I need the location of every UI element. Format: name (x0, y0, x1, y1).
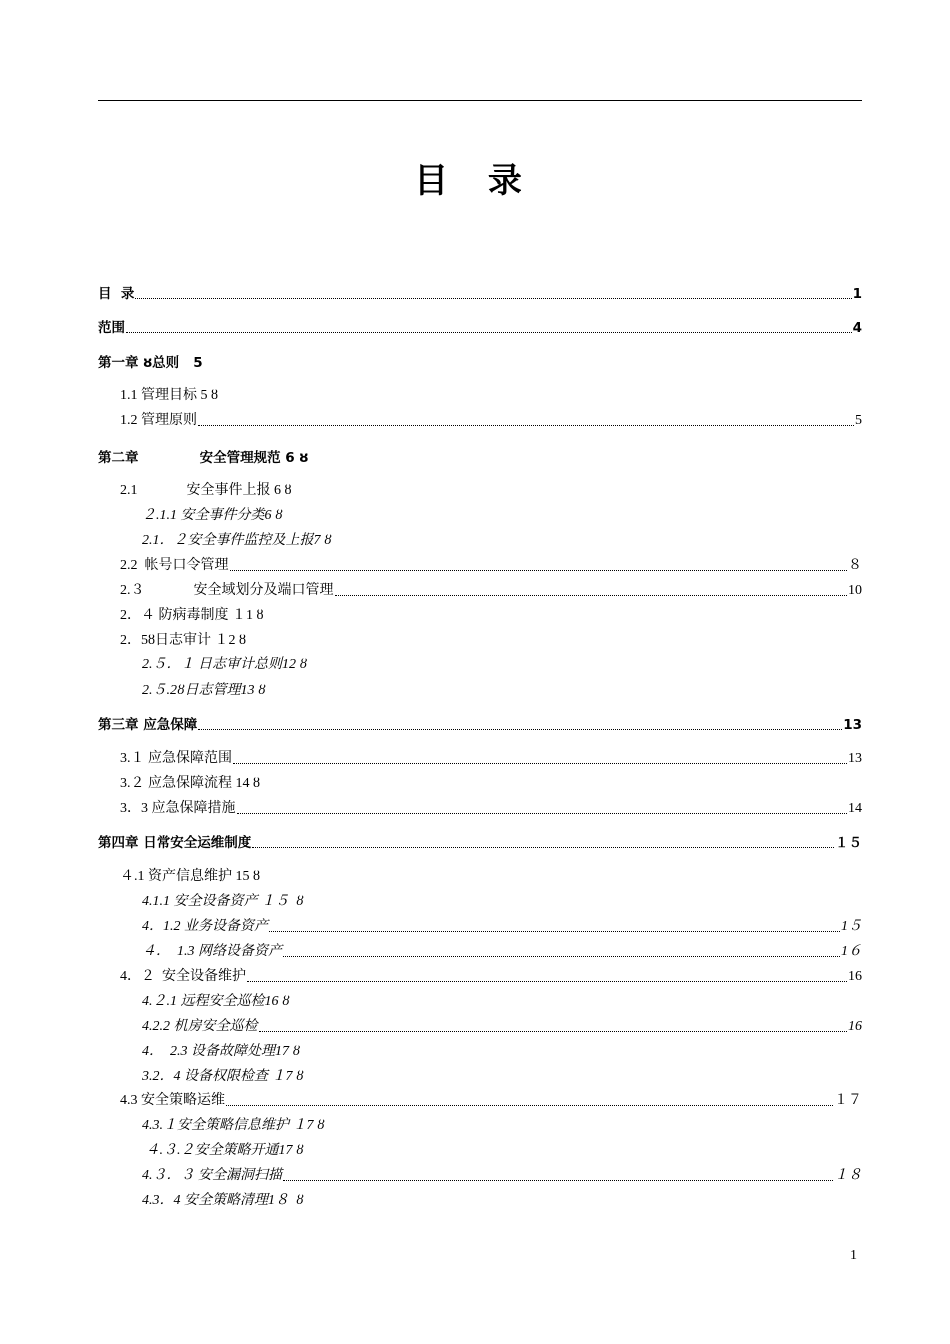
toc-entry[interactable] (98, 917, 862, 937)
toc-entry-page: 13 (843, 717, 862, 733)
toc-entry[interactable] (98, 631, 862, 651)
toc-dot-leader (247, 981, 847, 982)
toc-entry[interactable] (98, 581, 862, 601)
toc-entry-label: 4．1.2 业务设备资产 (142, 919, 268, 934)
toc-entry-page: 16 (848, 1019, 862, 1034)
toc-entry[interactable] (98, 1166, 862, 1186)
toc-entry[interactable] (98, 867, 862, 887)
toc-dot-leader (283, 1180, 833, 1181)
toc-entry[interactable] (98, 892, 862, 912)
toc-entry-label: 4.3 安全策略运维 (120, 1093, 225, 1108)
toc-entry[interactable] (98, 353, 862, 373)
toc-entry-label: 第四章 日常安全运维制度 (98, 835, 252, 851)
toc-dot-leader (237, 813, 848, 814)
toc-entry-label: 4．２ 安全设备维护 (120, 969, 246, 984)
toc-entry-page: 4 (852, 320, 862, 336)
toc-entry[interactable] (98, 992, 862, 1012)
toc-entry-label: 第一章 ȣ总则 5 (98, 355, 203, 371)
toc-entry[interactable] (98, 1042, 862, 1062)
toc-entry-label: ４.３.２安全策略开通17 ȣ (142, 1143, 304, 1158)
toc-dot-leader (283, 956, 840, 957)
toc-entry[interactable] (98, 481, 862, 501)
toc-dot-leader (335, 595, 848, 596)
toc-entry[interactable] (98, 448, 862, 468)
toc-title: 目 录 (414, 161, 536, 201)
toc-entry-label: 2．４ 防病毒制度 １1 ȣ (120, 608, 264, 623)
toc-entry[interactable] (98, 318, 862, 338)
toc-entry-page: １５ (835, 835, 862, 851)
toc-entry[interactable] (98, 655, 862, 675)
toc-entry-label: 3．3 应急保障措施 (120, 801, 236, 816)
toc-dot-leader (198, 425, 854, 426)
toc-entry-page: 13 (848, 751, 862, 766)
toc-entry-page: １７ (834, 1093, 862, 1108)
toc-entry-page: ８ (848, 558, 862, 573)
toc-entry[interactable] (98, 284, 862, 304)
toc-entry[interactable] (98, 749, 862, 769)
toc-entry[interactable] (98, 411, 862, 431)
toc-entry[interactable] (98, 715, 862, 735)
table-of-contents (98, 0, 862, 1344)
toc-entry-label: 1.1 管理目标 5 ȣ (120, 388, 218, 403)
toc-dot-leader (198, 729, 842, 730)
toc-entry-page: １８ (834, 1168, 862, 1183)
toc-dot-leader (269, 931, 840, 932)
toc-entry[interactable] (98, 556, 862, 576)
toc-dot-leader (259, 1031, 848, 1032)
toc-entry[interactable] (98, 681, 862, 701)
toc-entry-page: 1 (852, 286, 862, 302)
toc-entry-label: 4.3．4 安全策略清理1８ ȣ (142, 1193, 304, 1208)
toc-dot-leader (126, 332, 852, 333)
toc-entry-label: 4.3.１安全策略信息维护 １7 ȣ (142, 1118, 325, 1133)
toc-entry[interactable] (98, 942, 862, 962)
toc-entry[interactable] (98, 1091, 862, 1111)
toc-entry-page: 1６ (841, 944, 862, 959)
toc-entry-label: 2.1 安全事件上报 6 ȣ (120, 483, 292, 498)
toc-entry-label: 3.２ 应急保障流程 14 ȣ (120, 776, 260, 791)
toc-entry-label: 2.３ 安全域划分及端口管理 (120, 583, 334, 598)
toc-entry-label: 2.５．１ 日志审计总则12 ȣ (142, 657, 308, 672)
toc-entry[interactable] (98, 531, 862, 551)
toc-entry-page: 16 (848, 969, 862, 984)
toc-entry-label: 3.2．4 设备权限检查 １7 ȣ (142, 1069, 304, 1084)
toc-dot-leader (135, 298, 851, 299)
toc-entry-label: 第二章 安全管理规范 6 ȣ (98, 450, 309, 466)
toc-entry-page: 5 (855, 413, 862, 428)
toc-entry[interactable] (98, 1141, 862, 1161)
toc-entry-label: 4.２.1 远程安全巡检16 ȣ (142, 994, 290, 1009)
toc-entry[interactable] (98, 1017, 862, 1037)
toc-dot-leader (230, 570, 848, 571)
toc-entry[interactable] (98, 799, 862, 819)
toc-entry-page: 1５ (841, 919, 862, 934)
toc-entry-label: 1.2 管理原则 (120, 413, 197, 428)
toc-entry-label: 2.1．２安全事件监控及上报7 ȣ (142, 533, 332, 548)
toc-entry[interactable] (98, 1067, 862, 1087)
toc-entry-label: 4.３．３ 安全漏洞扫描 (142, 1168, 282, 1183)
toc-dot-leader (233, 763, 847, 764)
toc-entry-label: 2．5ȣ日志审计 １2 ȣ (120, 633, 246, 648)
toc-entry[interactable] (98, 606, 862, 626)
toc-entry-page: 10 (848, 583, 862, 598)
toc-entry[interactable] (98, 967, 862, 987)
toc-entry[interactable] (98, 774, 862, 794)
toc-entry-label: ２.1.1 安全事件分类6 ȣ (142, 508, 283, 523)
toc-entry-label: 2.2 帐号口令管理 (120, 558, 229, 573)
toc-entry[interactable] (98, 506, 862, 526)
toc-entry[interactable] (98, 1116, 862, 1136)
toc-entry-label: 3.１ 应急保障范围 (120, 751, 232, 766)
toc-entry-label: ４． 1.3 网络设备资产 (142, 944, 282, 959)
toc-entry-label: 4.1.1 安全设备资产 １５ ȣ (142, 894, 304, 909)
toc-entry-label: 范围 (98, 320, 125, 336)
toc-entry[interactable] (98, 386, 862, 406)
toc-dot-leader (226, 1105, 833, 1106)
toc-dot-leader (252, 847, 834, 848)
toc-entry-label: 第三章 应急保障 (98, 717, 198, 733)
page-number: 1 (850, 1248, 857, 1263)
toc-entry[interactable] (98, 833, 862, 853)
toc-entry-label: 目 录 (98, 286, 135, 302)
toc-entry[interactable] (98, 1191, 862, 1211)
toc-entry-label: ４.1 资产信息维护 15 ȣ (120, 869, 260, 884)
toc-entry-label: 2.５.2ȣ日志管理13 ȣ (142, 683, 266, 698)
toc-entry-label: 4． 2.3 设备故障处理17 ȣ (142, 1044, 301, 1059)
toc-entry-page: 14 (848, 801, 862, 816)
toc-entry-label: 4.2.2 机房安全巡检 (142, 1019, 258, 1034)
